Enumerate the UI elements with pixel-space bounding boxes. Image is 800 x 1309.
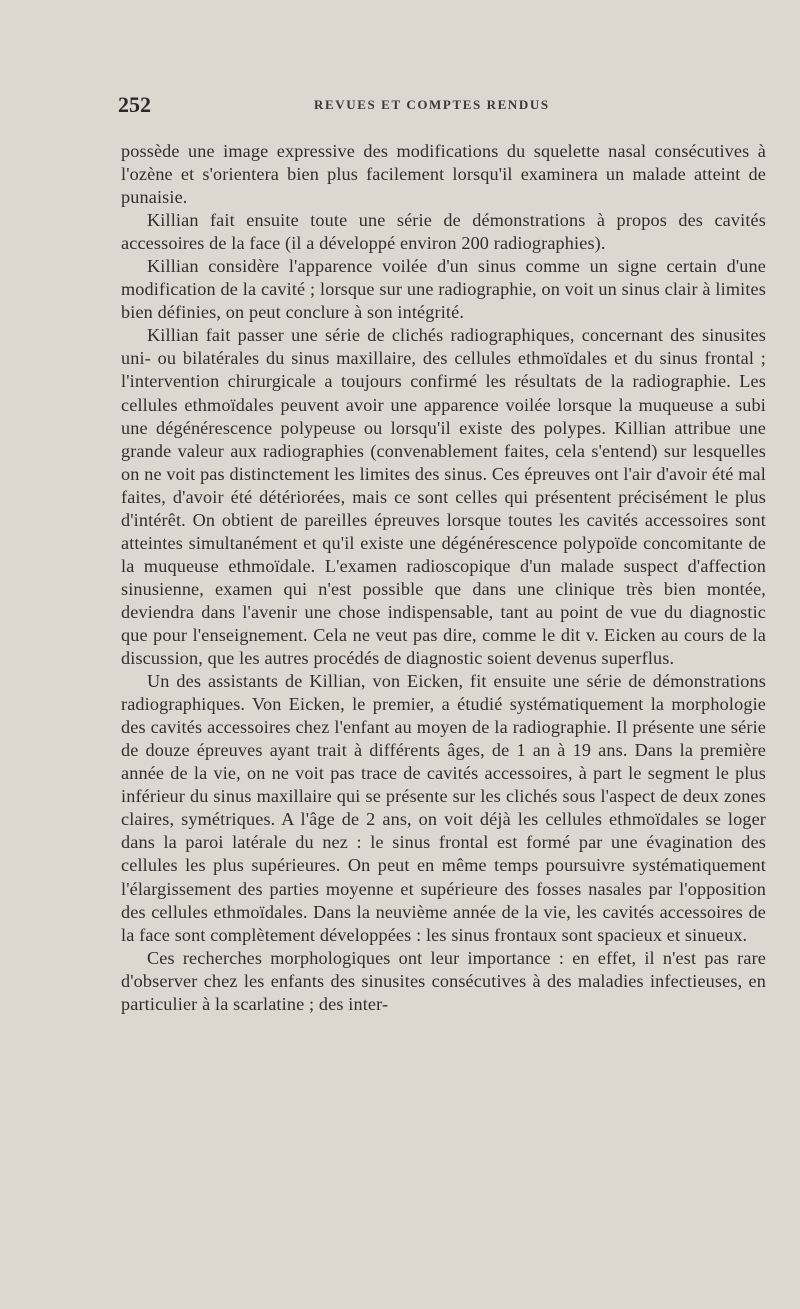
page-number: 252 <box>118 92 151 117</box>
running-title: REVUES ET COMPTES RENDUS <box>314 97 550 112</box>
paragraph: Killian fait passer une série de clichés radiographiques, concernant des sinusites uni- ou bilatérales du sinus maxillaire, des cellules ethmoïdales et du sinus frontal ; l'intervention chirurgicale a toujours confirmé les résultats de la radiographie. Les cellules ethmoïdales peuvent avoir une apparence voilée lorsque la muqueuse a subi une dégénérescence polypeuse ou lorsqu'il existe des polypes. Killian attribue une grande valeur aux radiographies (convenablement faites, cela s'entend) sur lesquelles on ne voit pas distinctement les limites des sinus. Ces épreuves ont l'air d'avoir été mal faites, d'avoir été détériorées, mais ce sont celles qui présentent précisément le plus d'intérêt. On obtient de pareilles épreuves lorsque toutes les cavités accessoires sont atteintes simultanément et qu'il existe une dégénérescence polypoïde concomitante de la muqueuse ethmoïdale. L'examen radioscopique d'un malade suspect d'affection sinusienne, examen qui n'est possible que dans une clinique très bien montée, deviendra dans l'avenir une chose indispensable, tant au point de vue du diagnostic que pour l'enseignement. Cela ne veut pas dire, comme le dit v. Eicken au cours de la discussion, que les autres procédés de diagnostic soient devenus superflus. <box>121 325 766 669</box>
running-head <box>118 92 766 118</box>
paragraph: Killian considère l'apparence voilée d'un sinus comme un signe certain d'une modification de la cavité ; lorsque sur une radiographie, on voit un sinus clair à limites bien définies, on peut conclure à son intégrité. <box>121 256 766 323</box>
paragraph: Killian fait ensuite toute une série de démonstrations à propos des cavités accessoires de la face (il a développé environ 200 radiographies). <box>121 210 766 254</box>
body-text <box>121 140 766 1016</box>
paragraph: Ces recherches morphologiques ont leur importance : en effet, il n'est pas rare d'observer chez les enfants des sinusites consécutives à des maladies infectieuses, en particulier à la scarlatine ; des inter- <box>121 947 766 1014</box>
paragraph-continued: possède une image expressive des modifications du squelette nasal consécutives à l'ozène et s'orientera bien plus facilement lorsqu'il examinera un malade atteint de punaisie. <box>121 141 766 208</box>
paragraph: Un des assistants de Killian, von Eicken, fit ensuite une série de démonstrations radiographiques. Von Eicken, le premier, a étudié systématiquement la morphologie des cavités accessoires chez l'enfant au moyen de la radiographie. Il présente une série de douze épreuves ayant trait à différents âges, de 1 an à 19 ans. Dans la première année de la vie, on ne voit pas trace de cavités accessoires, à part le segment le plus inférieur du sinus maxillaire qui se présente sur les clichés sous l'aspect de deux zones claires, symétriques. A l'âge de 2 ans, on voit déjà les cellules ethmoïdales se loger dans la paroi latérale du nez : le sinus frontal est formé par une évagination des cellules les plus supérieures. On peut en même temps poursuivre systématiquement l'élargissement des parties moyenne et supérieure des fosses nasales par l'opposition des cellules ethmoïdales. Dans la neuvième année de la vie, les cavités accessoires de la face sont complètement développées : les sinus frontaux sont spacieux et sinueux. <box>121 671 766 945</box>
